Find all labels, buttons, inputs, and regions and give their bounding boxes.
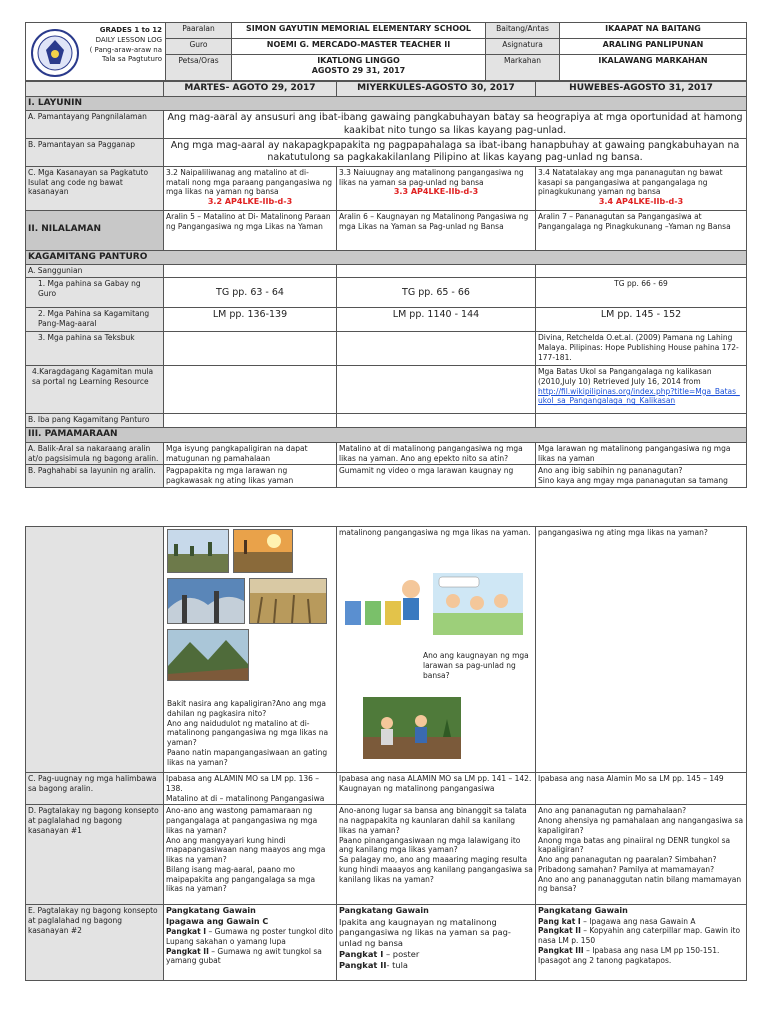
learning-resource-day-3	[536, 366, 747, 414]
section-layunin: I. LAYUNIN	[26, 96, 747, 111]
markahan-value: IKALAWANG MARKAHAN	[560, 55, 747, 81]
pangkat-1-text-day-3: – Ipagawa ang nasa Gawain A	[580, 916, 696, 926]
learning-resource-link[interactable]: http://fil.wikipilipinas.org/index.php?title=Mga_Batas_ukol_sa_Pangangalaga_ng_Kalikasan	[538, 386, 740, 406]
kasanayan-day-3-text: 3.4 Natatalakay ang mga pananagutan ng bawat kasapi sa pangangasiwa at pangangalaga ng pinagkukunang yaman ng bansa	[538, 167, 723, 197]
factory-smoke-image	[167, 578, 245, 624]
pag-uugnay-label: C. Pag-uugnay ng mga halimbawa sa bagong aralin.	[26, 773, 164, 805]
petsa-value	[232, 55, 486, 81]
paghahabi-day-3-line-1: Ano ang ibig sabihin ng pananagutan?	[538, 466, 683, 476]
pag-uugnay-day-2-line-2: Kaugnayan ng matalinong pangangasiwa	[339, 783, 495, 793]
pagtalakay-2-day-1-title: Pangkatang Gawain	[166, 906, 256, 916]
lesson-table-2	[25, 526, 747, 981]
pangkat-3-label-day-3: Pangkat III	[538, 945, 584, 955]
pagtalakay-1-label: D. Pagtalakay ng bagong konsepto at paglalahad ng bagong kasanayan #1	[26, 805, 164, 905]
teksbuk-label: 3. Mga pahina sa Teksbuk	[26, 332, 164, 366]
header-logo-cell	[26, 23, 166, 81]
balik-aral-day-2: Matalino at di matalinong pangangasiwa ng mga likas na yaman. Ano ang epekto nito sa atin?	[337, 442, 536, 465]
paghahabi-day-2: Gumamit ng video o mga larawan kaugnay ng	[337, 465, 536, 488]
pagtalakay-2-day-2	[337, 905, 536, 981]
kasanayan-day-2	[337, 166, 536, 210]
iba-pang-kagamitan-label: B. Iba pang Kagamitang Panturo	[26, 414, 164, 428]
tg-day-3: TG pp. 66 - 69	[536, 278, 747, 308]
pagtalakay-2-day-2-sub: Ipakita ang kaugnayan ng matalinong pangangasiwa ng likas na yaman sa pag-unlad ng bansa	[339, 916, 511, 949]
pagtalakay-1-day-2-q1: Ano-anong lugar sa bansa ang binanggit sa talata na nagpapakita ng kaunlaran dahil sa kanilang likas na yaman?	[339, 806, 527, 835]
asignatura-value: ARALING PANLIPUNAN	[560, 39, 747, 55]
mountain-landscape-image	[167, 629, 249, 681]
paaralan-value: SIMON GAYUTIN MEMORIAL ELEMENTARY SCHOOL	[232, 23, 486, 39]
kasanayan-day-1	[164, 166, 337, 210]
asignatura-label: Asignatura	[486, 39, 560, 55]
day-header-3: HUWEBES-AGOSTO 31, 2017	[536, 82, 747, 97]
lm-day-3: LM pp. 145 - 152	[536, 308, 747, 332]
tanong-2: Ano ang naidudulot ng matalino at di-matalinong pangangasiwa ng mga likas na yaman?	[167, 718, 329, 747]
gabay-guro-label: 1. Mga pahina sa Gabay ng Guro	[26, 278, 164, 308]
pangkat-2-text-day-2: - tula	[386, 959, 408, 970]
tanong-3: Paano natin mapangangasiwaan an gating likas na yaman?	[167, 747, 328, 767]
kasanayan-day-2-text: 3.3 Naiuugnay ang matalinong pangangasiwa ng likas na yaman sa pag-unlad ng bansa	[339, 167, 524, 187]
header-table	[25, 22, 747, 81]
pagtalakay-1-day-1	[164, 805, 337, 905]
baitang-label: Baitang/Antas	[486, 23, 560, 39]
pagtalakay-2-label: E. Pagtalakay ng bagong konsepto at paglalahad ng bagong kasanayan #2	[26, 905, 164, 981]
kasanayan-day-1-text: 3.2 Naipaliliwanag ang matalino at di- matali nong mga paraang pangangasiwa ng mga likas na yaman ng bansa	[166, 167, 333, 197]
petsa-line-1: IKATLONG LINGGO	[317, 56, 400, 65]
pagtalakay-1-day-1-q2: Ano ang mangyayari kung hindi mapapangasiwaan nang maayos ang mga likas na yaman?	[166, 835, 326, 864]
petsa-line-2: AGOSTO 29 31, 2017	[311, 66, 406, 76]
tg-day-2: TG pp. 65 - 66	[337, 278, 536, 308]
tree-planting-image	[363, 697, 461, 759]
dll-sub-label: ( Pang-araw-araw na Tala sa Pagtuturo	[89, 45, 162, 64]
paghahabi-day-3-line-2: Sino kaya ang mgay mga pananagutan sa tamang	[538, 476, 728, 486]
balik-aral-day-1: Mga isyung pangkapaligiran na dapat matugunan ng pamahalaan	[164, 442, 337, 465]
pangkat-2-text-day-3: – Kopyahin ang caterpillar map. Gawin ito nasa LM p. 150	[538, 926, 741, 946]
recycling-cartoon-image	[341, 573, 427, 631]
pag-uugnay-day-2-line-1: Ipabasa ang nasa ALAMIN MO sa LM pp. 141 – 142.	[339, 774, 532, 783]
paghahabi-day-1: Pagpapakita ng mga larawan ng pagkawasak ng ating likas yaman	[164, 465, 337, 488]
lm-day-2: LM pp. 1140 - 144	[337, 308, 536, 332]
pagtalakay-1-day-2-q3: Sa palagay mo, ano ang maaaring maging resulta kung hindi maaayos ang kanilang pangangasiwa sa kanilang likas na yaman?	[339, 855, 533, 884]
section-pamamaraan: III. PAMAMARAAN	[26, 428, 747, 443]
pagtalakay-1-day-2	[337, 805, 536, 905]
pagtalakay-1-day-3-q2: Anong ahensiya ng pamahalaan ang nangangasiwa sa kapaligiran?	[538, 816, 744, 835]
drought-image	[233, 529, 293, 573]
pag-uugnay-day-3: Ipabasa ang nasa Alamin Mo sa LM pp. 145 – 149	[536, 773, 747, 805]
guro-value: NOEMI G. MERCADO-MASTER TEACHER II	[232, 39, 486, 55]
nilalaman-day-3: Aralin 7 – Pananagutan sa Pangangasiwa at Pangangalaga ng Pinagkukunang –Yaman ng Bansa	[536, 210, 747, 250]
paghahabi-cont-day-3: pangangasiwa ng ating mga likas na yaman?	[536, 527, 747, 773]
kasanayan-day-3-code: 3.4 AP4LKE-IIb-d-3	[598, 197, 684, 206]
tanong-1: Bakit nasira ang kapaligiran?Ano ang mga dahilan ng pagkasira nito?	[167, 699, 326, 718]
paaralan-label: Paaralan	[166, 23, 232, 39]
images-grid	[167, 529, 331, 683]
section-nilalaman: II. NILALAMAN	[26, 210, 164, 250]
pangkat-2-label-day-3: Pangkat II	[538, 926, 581, 936]
pag-uugnay-day-1-line-2: Matalino at di – matalinong Pangangasiwa	[166, 793, 325, 803]
dry-field-image	[249, 578, 327, 624]
pagtalakay-1-day-3-q5: Ano ano ang pananaggutan natin bilang mamamayan ng bansa?	[538, 874, 742, 894]
petsa-label: Petsa/Oras	[166, 55, 232, 81]
lesson-table-1	[25, 81, 747, 488]
lesson-log-page-1	[25, 22, 746, 488]
pangkat-3-text-day-3: – Ipabasa ang nasa LM pp 150-151.	[583, 945, 720, 955]
kaugnayan-question: Ano ang kaugnayan ng mga larawan sa pag-unlad ng bansa?	[423, 651, 529, 680]
section-kagamitan: KAGAMITANG PANTURO	[26, 250, 747, 265]
guro-label: Guro	[166, 39, 232, 55]
pangkat-1-label: Pangkat I	[166, 927, 207, 937]
pagtalakay-1-day-3-q1: Ano ang pananagutan ng pamahalaan?	[538, 806, 687, 816]
pagtalakay-2-day-3-title: Pangkatang Gawain	[538, 906, 628, 916]
baitang-value: IKAAPAT NA BAITANG	[560, 23, 747, 39]
grades-label: GRADES 1 to 12	[99, 26, 162, 34]
day-header-2: MIYERKULES-AGOSTO 30, 2017	[337, 82, 536, 97]
pag-uugnay-day-1	[164, 773, 337, 805]
paghahabi-cont-day-1	[164, 527, 337, 773]
paghahabi-cont-day-2	[337, 527, 536, 773]
pagtalakay-2-day-1-sub: Ipagawa ang Gawain C	[166, 916, 269, 926]
tg-day-1: TG pp. 63 - 64	[164, 278, 337, 308]
community-cartoon-image	[433, 573, 523, 635]
pamantayang-pangnilalaman-label: A. Pamantayang Pangnilalaman	[26, 111, 164, 139]
pagtalakay-1-day-1-q1: Ano-ano ang wastong pamamaraan ng pangangalaga at pangangasiwa ng mga likas na yaman?	[166, 806, 318, 835]
lesson-log-page-2	[25, 526, 746, 981]
pagtalakay-1-day-2-q2: Paano pinangangasiwaan ng mga lalawigang ito ang kanilang mga likas yaman?	[339, 835, 521, 855]
teksbuk-day-3: Divina, Retchelda O.et.al. (2009) Pamana ng Lahing Malaya. Pilipinas: Hope Publishing House pahina 172-177-181.	[536, 332, 747, 366]
pagtalakay-1-day-3-q4: Ano ang pananagutan ng paaralan? Simbahan? Pribadong samahan? Pamilya at mamamayan?	[538, 855, 717, 874]
balik-aral-label: A. Balik-Aral sa nakaraang aralin at/o pagsisimula ng bagong aralin.	[26, 442, 164, 465]
kasanayan-day-2-code: 3.3 AP4LKE-IIb-d-3	[393, 187, 479, 197]
pagtalakay-2-day-3	[536, 905, 747, 981]
pangkat-1-label-day-2: Pangkat I	[339, 948, 384, 959]
pagtalakay-1-day-3-q3: Anong mga batas ang pinaiiral ng DENR tungkol sa kapaligiran?	[538, 835, 731, 855]
pangkat-2-label-day-2: Pangkat II	[339, 959, 387, 970]
balik-aral-day-3: Mga larawan ng matalinong pangangasiwa ng mga likas na yaman	[536, 442, 747, 465]
paghahabi-label: B. Paghahabi sa layunin ng aralin.	[26, 465, 164, 488]
markahan-label: Markahan	[486, 55, 560, 81]
pagtalakay-1-day-1-q3: Bilang isang mag-aaral, paano mo maipapakita ang pangangalaga sa mga likas na yaman?	[166, 864, 316, 894]
kasanayan-label: C. Mga Kasanayan sa Pagkatuto Isulat ang code ng bawat kasanayan	[26, 166, 164, 210]
pamantayan-pagganap-label: B. Pamantayan sa Pagganap	[26, 139, 164, 167]
pag-uugnay-day-2	[337, 773, 536, 805]
paghahabi-day-3	[536, 465, 747, 488]
pamantayan-pagganap-text: Ang mga mag-aaral ay nakapagkpapakita ng pagpapahalaga sa ibat-ibang hanapbuhay at gawaing pangkabuhayan na nakatutulong sa pagkakakilanlang Pilipino at likas kayang pag-unlad ng bansa.	[164, 139, 747, 167]
pagtalakay-2-day-2-title: Pangkatang Gawain	[339, 906, 429, 916]
kagamitang-mag-aaral-label: 2. Mga Pahina sa Kagamitang Pang-Mag-aaral	[26, 308, 164, 332]
day-header-1: MARTES- AGOTO 29, 2017	[164, 82, 337, 97]
pangkat-3-followup-day-3: Ipasagot ang 2 tanong pagkatapos.	[538, 955, 672, 965]
sanggunian-label: A. Sanggunian	[26, 265, 164, 278]
kasanayan-day-1-code: 3.2 AP4LKE-IIb-d-3	[207, 197, 293, 206]
deforestation-image	[167, 529, 229, 573]
pangkat-2-label: Pangkat II	[166, 946, 209, 956]
pangkat-1-label-day-3: Pang kat I	[538, 916, 581, 926]
lm-day-1: LM pp. 136-139	[164, 308, 337, 332]
paghahabi-cont-day-2-text: matalinong pangangasiwa ng mga likas na yaman.	[339, 528, 531, 537]
pangkat-1-text: – Gumawa ng poster tungkol dito Lupang sakahan o yamang lupa	[166, 927, 334, 946]
learning-resource-citation: Mga Batas Ukol sa Pangangalaga ng kalikasan (2010,July 10) Retrieved July 16, 2014 from	[538, 367, 712, 386]
pamantayang-pangnilalaman-text: Ang mag-aaral ay ansusuri ang ibat-ibang gawaing pangkabuhayan batay sa heograpiya at mga oportunidad at hamong kaakibat nito tungo sa likas kayang pag-unlad.	[164, 111, 747, 139]
pagtalakay-2-day-1	[164, 905, 337, 981]
pangkat-2-text: – Gumawa ng awit tungkol sa yamang gubat	[166, 946, 322, 966]
deped-seal-icon	[30, 28, 80, 78]
pangkat-1-text-day-2: – poster	[383, 948, 420, 959]
learning-resource-label: 4.Karagdagang Kagamitan mula sa portal ng Learning Resource	[26, 366, 164, 414]
dll-label: DAILY LESSON LOG	[95, 35, 162, 44]
nilalaman-day-1: Aralin 5 – Matalino at Di- Matalinong Paraan ng Pangangasiwa ng mga Likas na Yaman	[164, 210, 337, 250]
nilalaman-day-2: Aralin 6 – Kaugnayan ng Matalinong Pangasiwa ng mga Likas na Yaman sa Pag-unlad ng Bansa	[337, 210, 536, 250]
pag-uugnay-day-1-line-1: Ipabasa ang ALAMIN MO sa LM pp. 136 – 138.	[166, 774, 320, 793]
kasanayan-day-3	[536, 166, 747, 210]
pagtalakay-1-day-3	[536, 805, 747, 905]
